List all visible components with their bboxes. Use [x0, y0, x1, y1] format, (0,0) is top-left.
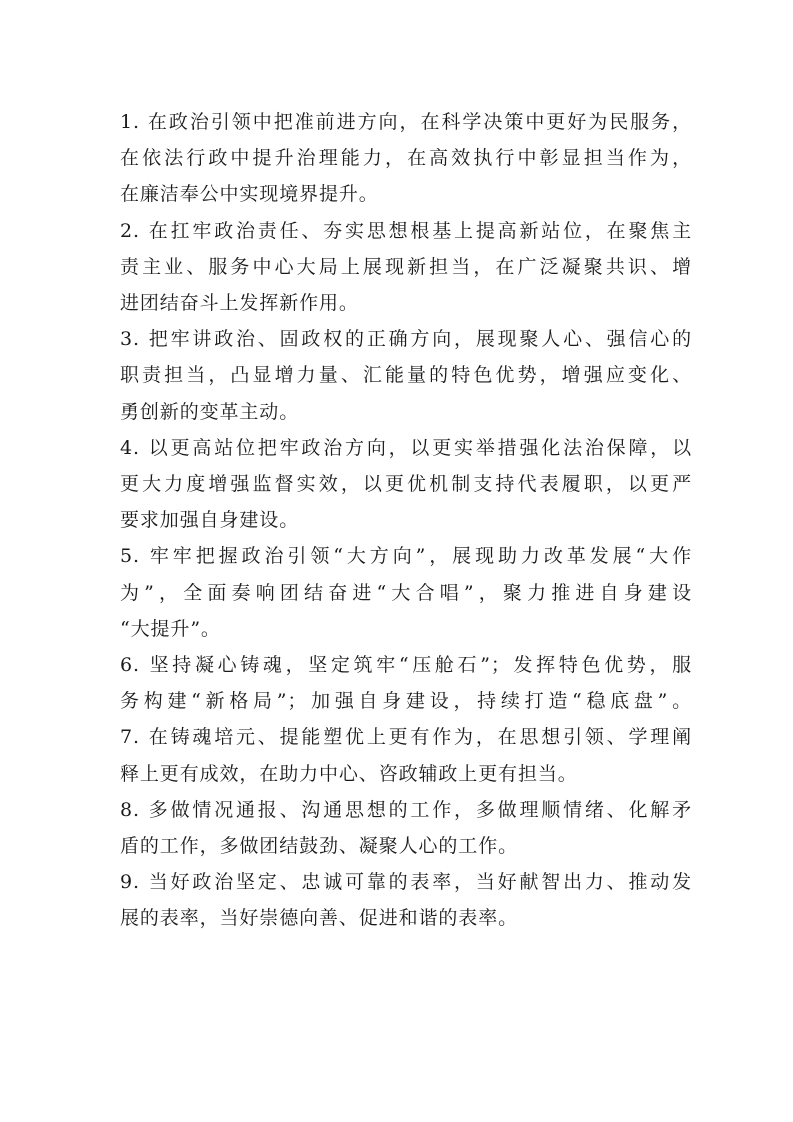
list-item-7 [120, 719, 692, 791]
list-item-4 [120, 430, 692, 539]
text-line: 盾的工作，多做团结鼓劲、凝聚人心的工作。 [120, 835, 519, 858]
text-line: 1. 在政治引领中把准前进方向，在科学决策中更好为民服务， [120, 111, 692, 133]
text-line: 6. 坚持凝心铸魂，坚定筑牢“压舱石”；发挥特色优势，服 [120, 654, 692, 677]
text-line: 展的表率，当好崇德向善、促进和谐的表率。 [120, 907, 519, 930]
list-item-3 [120, 321, 692, 430]
document-body [120, 104, 692, 937]
text-line: “大提升”。 [120, 617, 221, 640]
text-line: 7. 在铸魂培元、提能塑优上更有作为，在思想引领、学理阐 [120, 726, 692, 749]
text-line: 释上更有成效，在助力中心、咨政辅政上更有担当。 [120, 762, 578, 785]
text-line: 5. 牢牢把握政治引领“大方向”，展现助力改革发展“大作 [120, 545, 692, 568]
list-item-9 [120, 864, 692, 936]
list-item-1 [120, 104, 692, 213]
text-line: 更大力度增强监督实效，以更优机制支持代表履职，以更严 [120, 473, 692, 496]
text-line: 责主业、服务中心大局上展现新担当，在广泛凝聚共识、增 [120, 255, 692, 278]
text-line: 在依法行政中提升治理能力，在高效执行中彰显担当作为， [120, 147, 692, 170]
text-line: 要求加强自身建设。 [120, 509, 300, 532]
text-line: 4. 以更高站位把牢政治方向，以更实举措强化法治保障，以 [120, 436, 692, 459]
text-line: 进团结奋斗上发挥新作用。 [120, 292, 359, 315]
text-line: 8. 多做情况通报、沟通思想的工作，多做理顺情绪、化解矛 [120, 798, 692, 821]
text-line: 勇创新的变革主动。 [120, 400, 300, 423]
text-line: 在廉洁奉公中实现境界提升。 [120, 183, 379, 206]
text-line: 务构建“新格局”；加强自身建设，持续打造“稳底盘”。 [120, 690, 692, 713]
list-item-6 [120, 647, 692, 719]
text-line: 3. 把牢讲政治、固政权的正确方向，展现聚人心、强信心的 [120, 328, 692, 351]
text-line: 为”，全面奏响团结奋进“大合唱”，聚力推进自身建设 [120, 581, 692, 604]
list-item-5 [120, 538, 692, 647]
text-line: 职责担当，凸显增力量、汇能量的特色优势，增强应变化、 [120, 364, 692, 387]
list-item-8 [120, 792, 692, 864]
list-item-2 [120, 213, 692, 322]
text-line: 2. 在扛牢政治责任、夯实思想根基上提高新站位，在聚焦主 [120, 219, 692, 242]
text-line: 9. 当好政治坚定、忠诚可靠的表率，当好献智出力、推动发 [120, 871, 692, 894]
